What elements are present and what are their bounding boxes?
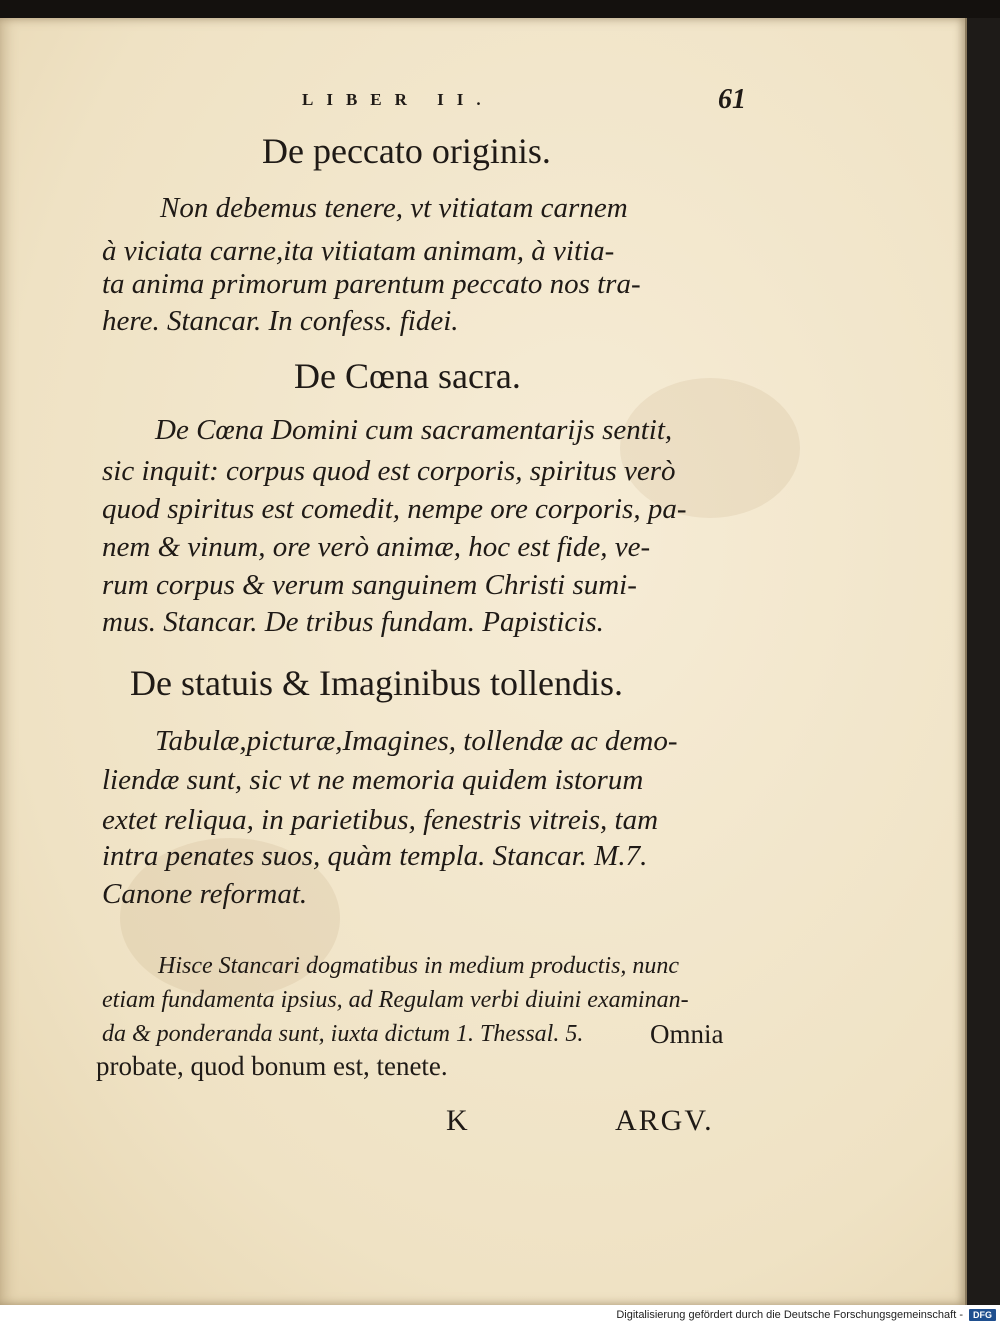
text-line: extet reliqua, in parietibus, fenestris vitreis, tam: [102, 804, 659, 836]
page-number: 61: [718, 84, 746, 115]
closing-roman-tail: Omnia: [650, 1019, 724, 1049]
running-head: LIBER II.: [302, 90, 494, 109]
text-line: sic inquit: corpus quod est corporis, spiritus verò: [102, 455, 676, 487]
signature-mark: K: [446, 1104, 468, 1137]
footer-bar: [0, 1305, 1000, 1325]
section-heading: De statuis & Imaginibus tollendis.: [130, 663, 623, 703]
text-line: rum corpus & verum sanguinem Christi sumi-: [102, 569, 637, 601]
scan-border-right: [967, 18, 1000, 1305]
section-heading: De Cœna sacra.: [294, 356, 521, 396]
text-line: here. Stancar. In confess. fidei.: [102, 305, 459, 337]
section-heading: De peccato originis.: [262, 131, 551, 171]
footer-credit: Digitalisierung gefördert durch die Deutsche Forschungsgemeinschaft -: [616, 1309, 963, 1321]
text-line: Canone reformat.: [102, 878, 308, 910]
closing-line: etiam fundamenta ipsius, ad Regulam verbi diuini examinan-: [102, 987, 689, 1013]
text-line: ta anima primorum parentum peccato nos tra-: [102, 268, 641, 300]
catchword: ARGV.: [615, 1104, 714, 1137]
closing-line: Hisce Stancari dogmatibus in medium productis, nunc: [158, 953, 680, 979]
text-line: intra penates suos, quàm templa. Stancar. M.7.: [102, 840, 648, 872]
text-line: quod spiritus est comedit, nempe ore corporis, pa-: [102, 493, 687, 525]
text-line: liendæ sunt, sic vt ne memoria quidem istorum: [102, 764, 644, 796]
text-line: nem & vinum, ore verò animæ, hoc est fide, ve-: [102, 531, 651, 563]
text-line: à viciata carne,ita vitiatam animam, à vitia-: [102, 235, 615, 267]
text-line: De Cœna Domini cum sacramentarijs sentit,: [155, 414, 673, 446]
text-line: mus. Stancar. De tribus fundam. Papisticis.: [102, 606, 604, 638]
closing-roman-line: probate, quod bonum est, tenete.: [96, 1051, 448, 1081]
dfg-logo[interactable]: DFG: [969, 1309, 996, 1321]
text-line: Non debemus tenere, vt vitiatam carnem: [160, 192, 628, 224]
scan-border-top: [0, 0, 1000, 18]
closing-line: da & ponderanda sunt, iuxta dictum 1. Thessal. 5.: [102, 1021, 584, 1047]
text-line: Tabulæ,picturæ,Imagines, tollendæ ac demo-: [155, 725, 678, 757]
